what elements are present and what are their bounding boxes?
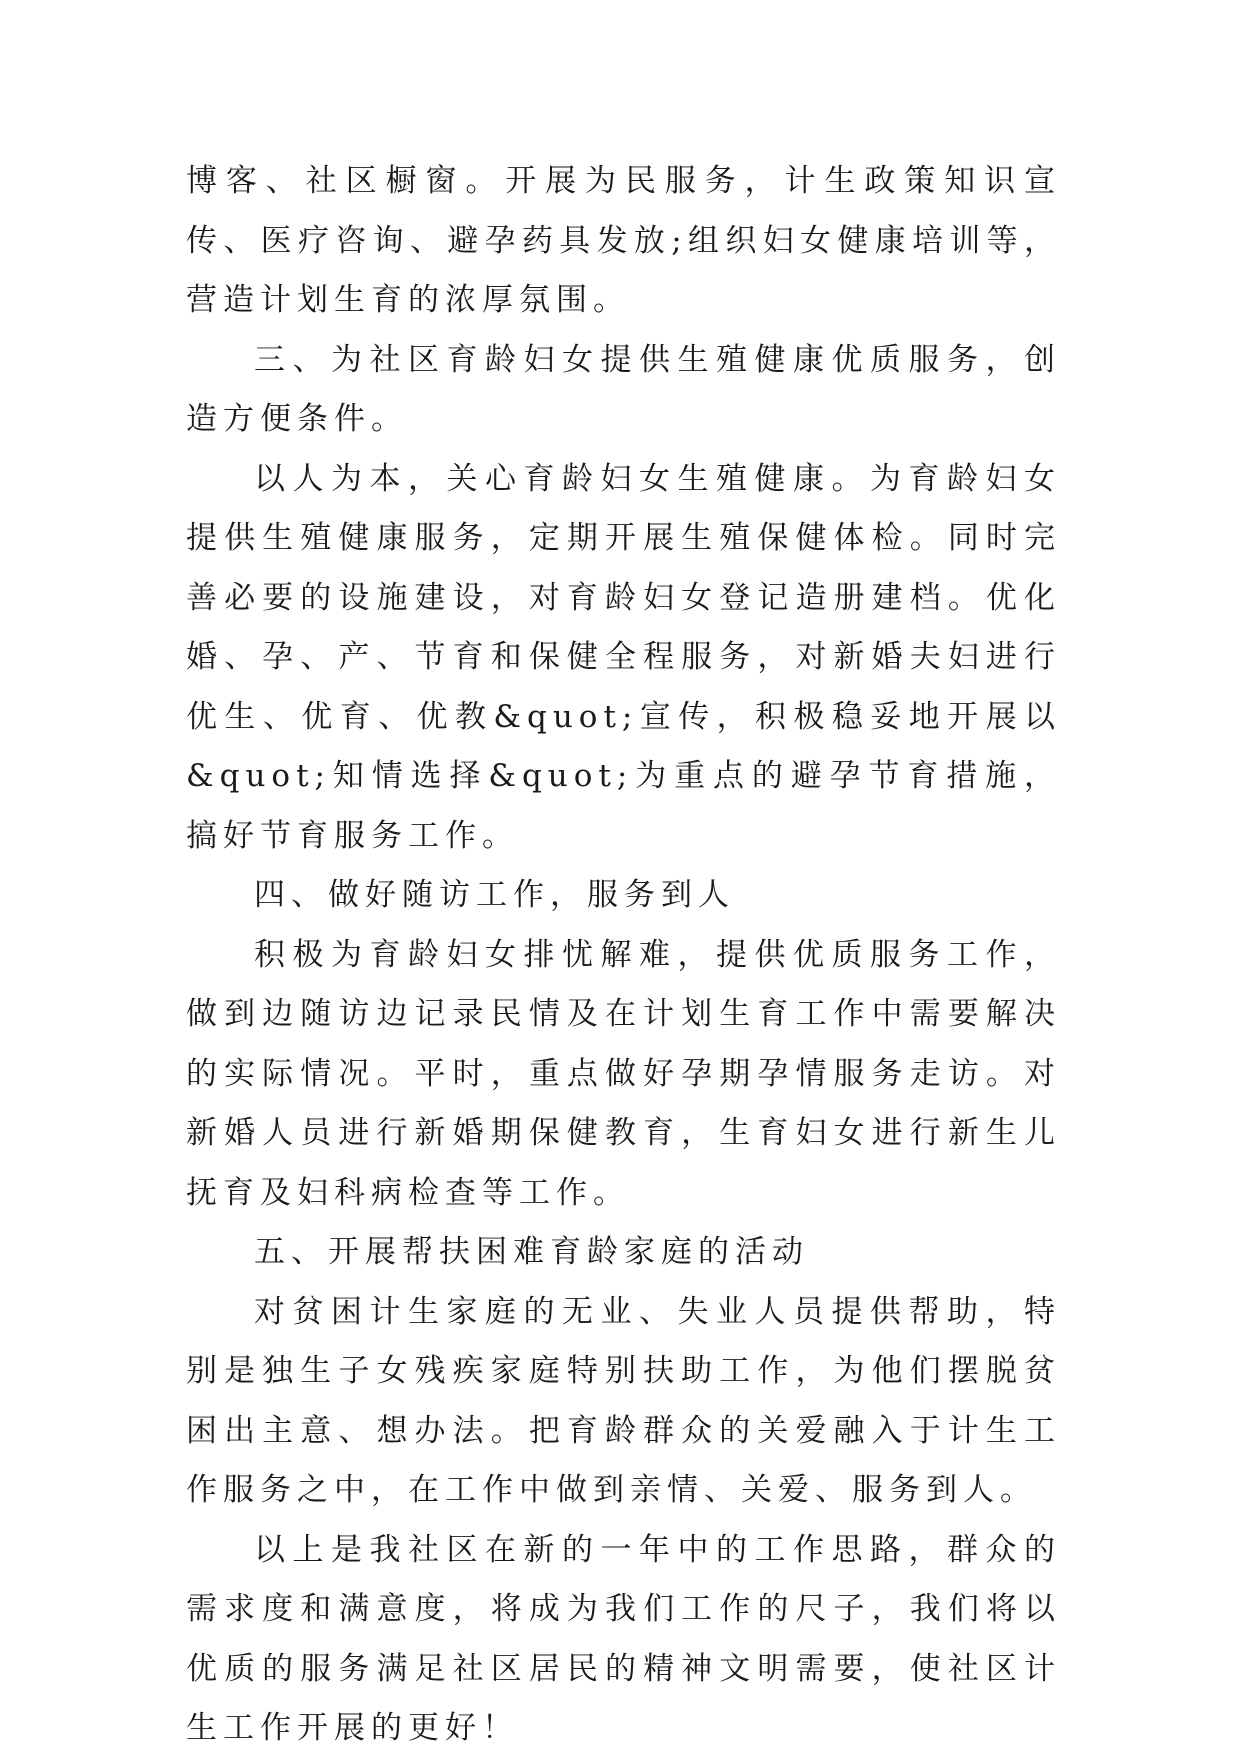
heading-section-four: 四、做好随访工作，服务到人 bbox=[254, 877, 735, 913]
paragraph-publicity: 博客、社区橱窗。开展为民服务，计生政策知识宣传、医疗咨询、避孕药具发放;组织妇女健康培训等，营造计划生育的浓厚氛围。 bbox=[186, 163, 1061, 318]
paragraph-conclusion: 以上是我社区在新的一年中的工作思路，群众的需求度和满意度，将成为我们工作的尺子，我们将以优质的服务满足社区居民的精神文明需要，使社区计生工作开展的更好！ bbox=[186, 1531, 1061, 1746]
document-body bbox=[186, 152, 1061, 1759]
paragraph-assistance: 对贫困计生家庭的无业、失业人员提供帮助，特别是独生子女残疾家庭特别扶助工作，为他们摆脱贫困出主意、想办法。把育龄群众的关爱融入于计生工作服务之中，在工作中做到亲情、关爱、服务到人。 bbox=[186, 1293, 1061, 1508]
paragraph-reproductive-health: 以人为本，关心育龄妇女生殖健康。为育龄妇女提供生殖健康服务，定期开展生殖保健体检。同时完善必要的设施建设，对育龄妇女登记造册建档。优化婚、孕、产、节育和保健全程服务，对新婚夫妇进行优生、优育、优教&quot;宣传，积极稳妥地开展以&quot;知情选择&quot;为重点的避孕节育措施，搞好节育服务工作。 bbox=[186, 460, 1061, 854]
heading-section-three: 三、为社区育龄妇女提供生殖健康优质服务，创造方便条件。 bbox=[186, 341, 1061, 437]
heading-section-five: 五、开展帮扶困难育龄家庭的活动 bbox=[254, 1234, 809, 1270]
paragraph-follow-up: 积极为育龄妇女排忧解难，提供优质服务工作，做到边随访边记录民情及在计划生育工作中需要解决的实际情况。平时，重点做好孕期孕情服务走访。对新婚人员进行新婚期保健教育，生育妇女进行新生儿抚育及妇科病检查等工作。 bbox=[186, 936, 1061, 1211]
